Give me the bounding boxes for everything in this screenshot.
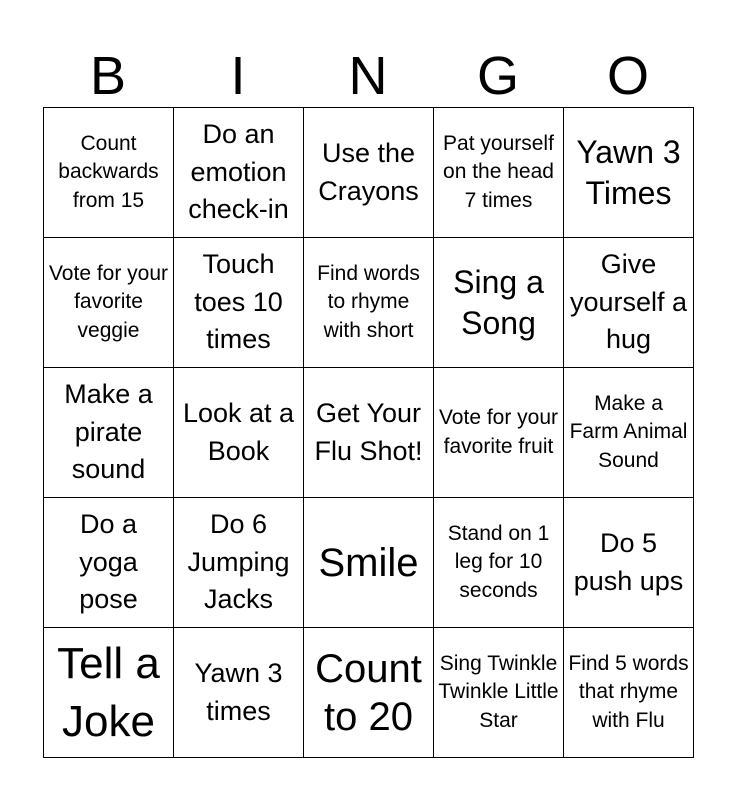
cell-text: Do 6 Jumping Jacks (187, 508, 290, 615)
bingo-header (43, 45, 693, 107)
bingo-cell[interactable] (44, 628, 174, 758)
cell-text: Yawn 3 times (194, 657, 283, 726)
cell-text: Pat yourself on the head 7 times (443, 131, 554, 212)
bingo-cell[interactable] (304, 628, 434, 758)
bingo-cell[interactable] (174, 368, 304, 498)
cell-text: Stand on 1 leg for 10 seconds (447, 521, 550, 602)
bingo-cell[interactable] (44, 108, 174, 238)
header-letter-i: I (230, 46, 246, 106)
bingo-cell[interactable] (174, 628, 304, 758)
bingo-cell[interactable] (304, 238, 434, 368)
cell-text: Make a pirate sound (64, 378, 153, 485)
cell-text: Count to 20 (315, 646, 422, 739)
bingo-cell[interactable] (434, 628, 564, 758)
cell-text: Find words to rhyme with short (317, 261, 420, 342)
bingo-cell[interactable] (564, 368, 694, 498)
cell-text: Sing Twinkle Twinkle Little Star (438, 651, 559, 732)
bingo-cell[interactable] (564, 108, 694, 238)
header-letter-g: G (476, 46, 519, 106)
cell-text: Get Your Flu Shot! (314, 397, 423, 466)
cell-text: Give yourself a hug (569, 248, 688, 355)
bingo-cell[interactable] (434, 498, 564, 628)
cell-text: Sing a Song (453, 263, 544, 341)
cell-text: Vote for your favorite fruit (438, 405, 559, 458)
cell-text: Look at a Book (182, 397, 295, 466)
header-letter-b: B (89, 46, 127, 106)
bingo-board (43, 107, 694, 758)
bingo-cell[interactable] (304, 368, 434, 498)
cell-text: Use the Crayons (318, 137, 419, 206)
cell-text: Smile (318, 540, 419, 585)
header-letter-o: O (606, 46, 649, 106)
cell-text: Find 5 words that rhyme with Flu (568, 651, 689, 732)
bingo-cell[interactable] (174, 498, 304, 628)
bingo-cell[interactable] (44, 498, 174, 628)
header-letter-n: N (348, 46, 388, 106)
bingo-cell[interactable] (564, 628, 694, 758)
bingo-cell[interactable] (564, 238, 694, 368)
cell-text: Do 5 push ups (573, 527, 684, 596)
bingo-cell[interactable] (174, 108, 304, 238)
bingo-cell[interactable] (44, 238, 174, 368)
cell-text: Make a Farm Animal Sound (569, 391, 688, 472)
bingo-cell[interactable] (304, 108, 434, 238)
cell-text: Yawn 3 Times (576, 133, 681, 211)
bingo-cell[interactable] (304, 498, 434, 628)
cell-text: Count backwards from 15 (58, 131, 159, 212)
cell-text: Do an emotion check-in (188, 118, 289, 225)
bingo-cell[interactable] (434, 108, 564, 238)
bingo-cell[interactable] (564, 498, 694, 628)
bingo-cell[interactable] (434, 368, 564, 498)
bingo-cell[interactable] (434, 238, 564, 368)
cell-text: Vote for your favorite veggie (48, 261, 169, 342)
cell-text: Touch toes 10 times (194, 248, 283, 355)
bingo-cell[interactable] (44, 368, 174, 498)
bingo-cell[interactable] (174, 238, 304, 368)
cell-text: Tell a Joke (57, 639, 160, 746)
cell-text: Do a yoga pose (79, 508, 138, 615)
